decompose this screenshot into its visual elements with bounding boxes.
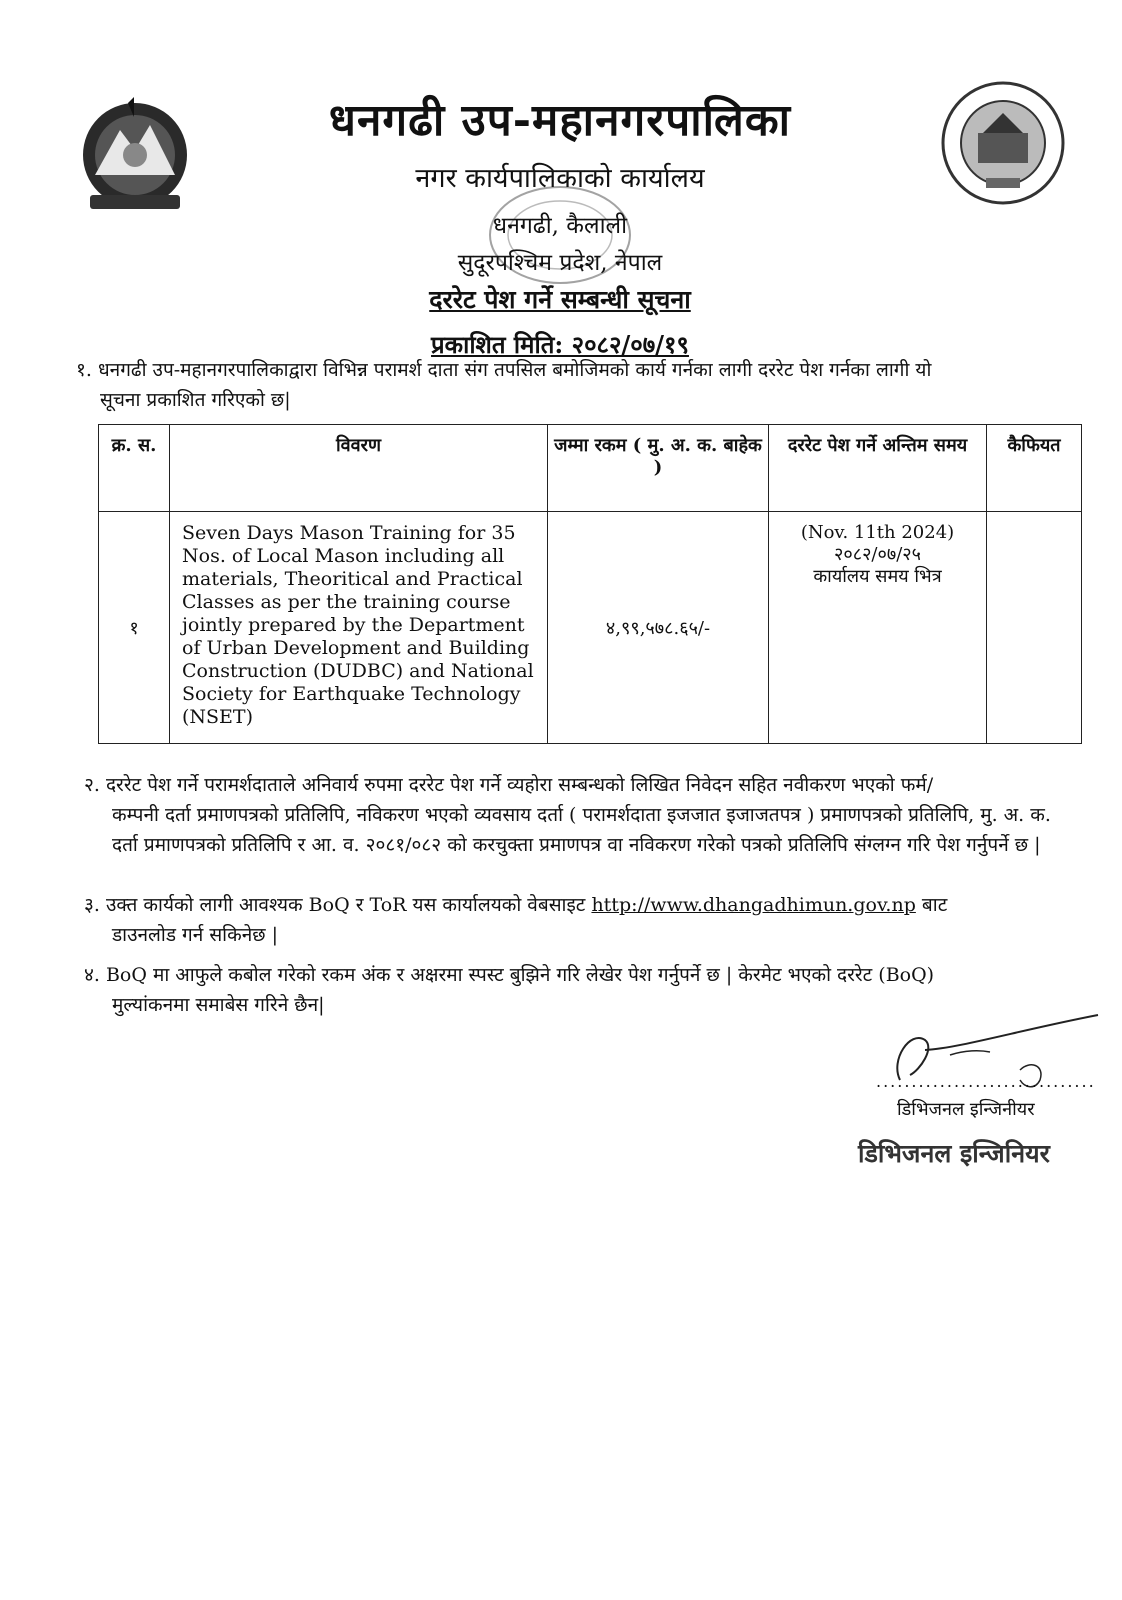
table-row — [99, 512, 1082, 744]
notice-subject: दररेट पेश गर्ने सम्बन्धी सूचना — [429, 285, 691, 314]
cell-deadline — [769, 512, 987, 744]
paragraph-3-after: बाट — [921, 894, 948, 916]
paragraph-2 — [84, 770, 1079, 860]
cell-description: Seven Days Mason Training for 35 Nos. of Local Mason including all materials, Theoritical and Practical Classes as per the training course jointly prepared by the Department of Urban Development and Building Construction (DUDBC) and National Society for Earthquake Technology (NSET) — [170, 512, 548, 744]
province-line: सुदूरपश्चिम प्रदेश, नेपाल — [457, 250, 663, 276]
paragraph-3 — [84, 890, 1079, 950]
header-sn: क्र. स. — [99, 425, 170, 512]
paragraph-4-cont: मुल्यांकनमा समाबेस गरिने छैन| — [112, 994, 325, 1016]
signature-line: ............................... — [876, 1072, 1096, 1091]
paragraph-1-cont: सूचना प्रकाशित गरिएको छ| — [100, 389, 291, 411]
designation-stamp: डिभिजनल इन्जिनियर — [858, 1139, 1050, 1168]
paragraph-2-cont: कम्पनी दर्ता प्रमाणपत्रको प्रतिलिपि, नविकरण भएको व्यवसाय दर्ता ( परामर्शदाता इजजात इजाजतपत्र ) प्रमाणपत्रको प्रतिलिपि, मु. अ. क. दर्ता प्रमाणपत्रको प्रतिलिपि र आ. व. २०८१/०८२ को करचुक्ता प्रमाणपत्र वा नविकरण गरेको पत्रको प्रतिलिपि संग्लग्न गरि पेश गर्नुपर्ने छ | — [112, 804, 1051, 856]
paragraph-3-cont: डाउनलोड गर्न सकिनेछ | — [112, 924, 278, 946]
website-link[interactable]: http://www.dhangadhimun.gov.np — [591, 894, 916, 916]
district-line: धनगढी, कैलाली — [492, 213, 628, 239]
header-deadline: दररेट पेश गर्ने अन्तिम समय — [769, 425, 987, 512]
header-remarks: कैफियत — [987, 425, 1082, 512]
deadline-note: कार्यालय समय भित्र — [813, 566, 942, 587]
paragraph-4-line: ४. BoQ मा आफुले कबोल गरेको रकम अंक र अक्षरमा स्पस्ट बुझिने गरि लेखेर पेश गर्नुपर्ने छ | केरमेट भएको दररेट (BoQ) — [84, 964, 935, 986]
org-name: धनगढी उप-महानगरपालिका — [328, 95, 792, 146]
office-name: नगर कार्यपालिकाको कार्यालय — [415, 163, 705, 194]
table-header-row — [99, 425, 1082, 512]
municipality-seal-icon — [938, 78, 1068, 208]
signatory-designation: डिभिजनल इन्जिनीयर — [897, 1099, 1035, 1120]
rate-table — [98, 424, 1082, 744]
cell-remarks — [987, 512, 1082, 744]
cell-amount: ४,९९,५७८.६५/- — [548, 512, 769, 744]
paragraph-1 — [76, 355, 1076, 415]
nepal-emblem-icon — [70, 95, 200, 220]
paragraph-3-line: ३. उक्त कार्यको लागी आवश्यक BoQ र ToR यस कार्यालयको वेबसाइट — [84, 894, 586, 916]
published-date: प्रकाशित मिति: २०८२/०७/१९ — [431, 330, 689, 359]
deadline-en: (Nov. 11th 2024) — [800, 522, 955, 543]
header-description: विवरण — [170, 425, 548, 512]
cell-sn: १ — [99, 512, 170, 744]
paragraph-1-line: १. धनगढी उप-महानगरपालिकाद्वारा विभिन्न परामर्श दाता संग तपसिल बमोजिमको कार्य गर्नका लागी दररेट पेश गर्नका लागी यो — [76, 359, 932, 381]
paragraph-2-line: २. दररेट पेश गर्ने परामर्शदाताले अनिवार्य रुपमा दररेट पेश गर्ने व्यहोरा सम्बन्धको लिखित निवेदन सहित नवीकरण भएको फर्म/ — [84, 774, 934, 796]
header-amount: जम्मा रकम ( मु. अ. क. बाहेक ) — [548, 425, 769, 512]
deadline-np: २०८२/०७/२५ — [833, 544, 921, 565]
